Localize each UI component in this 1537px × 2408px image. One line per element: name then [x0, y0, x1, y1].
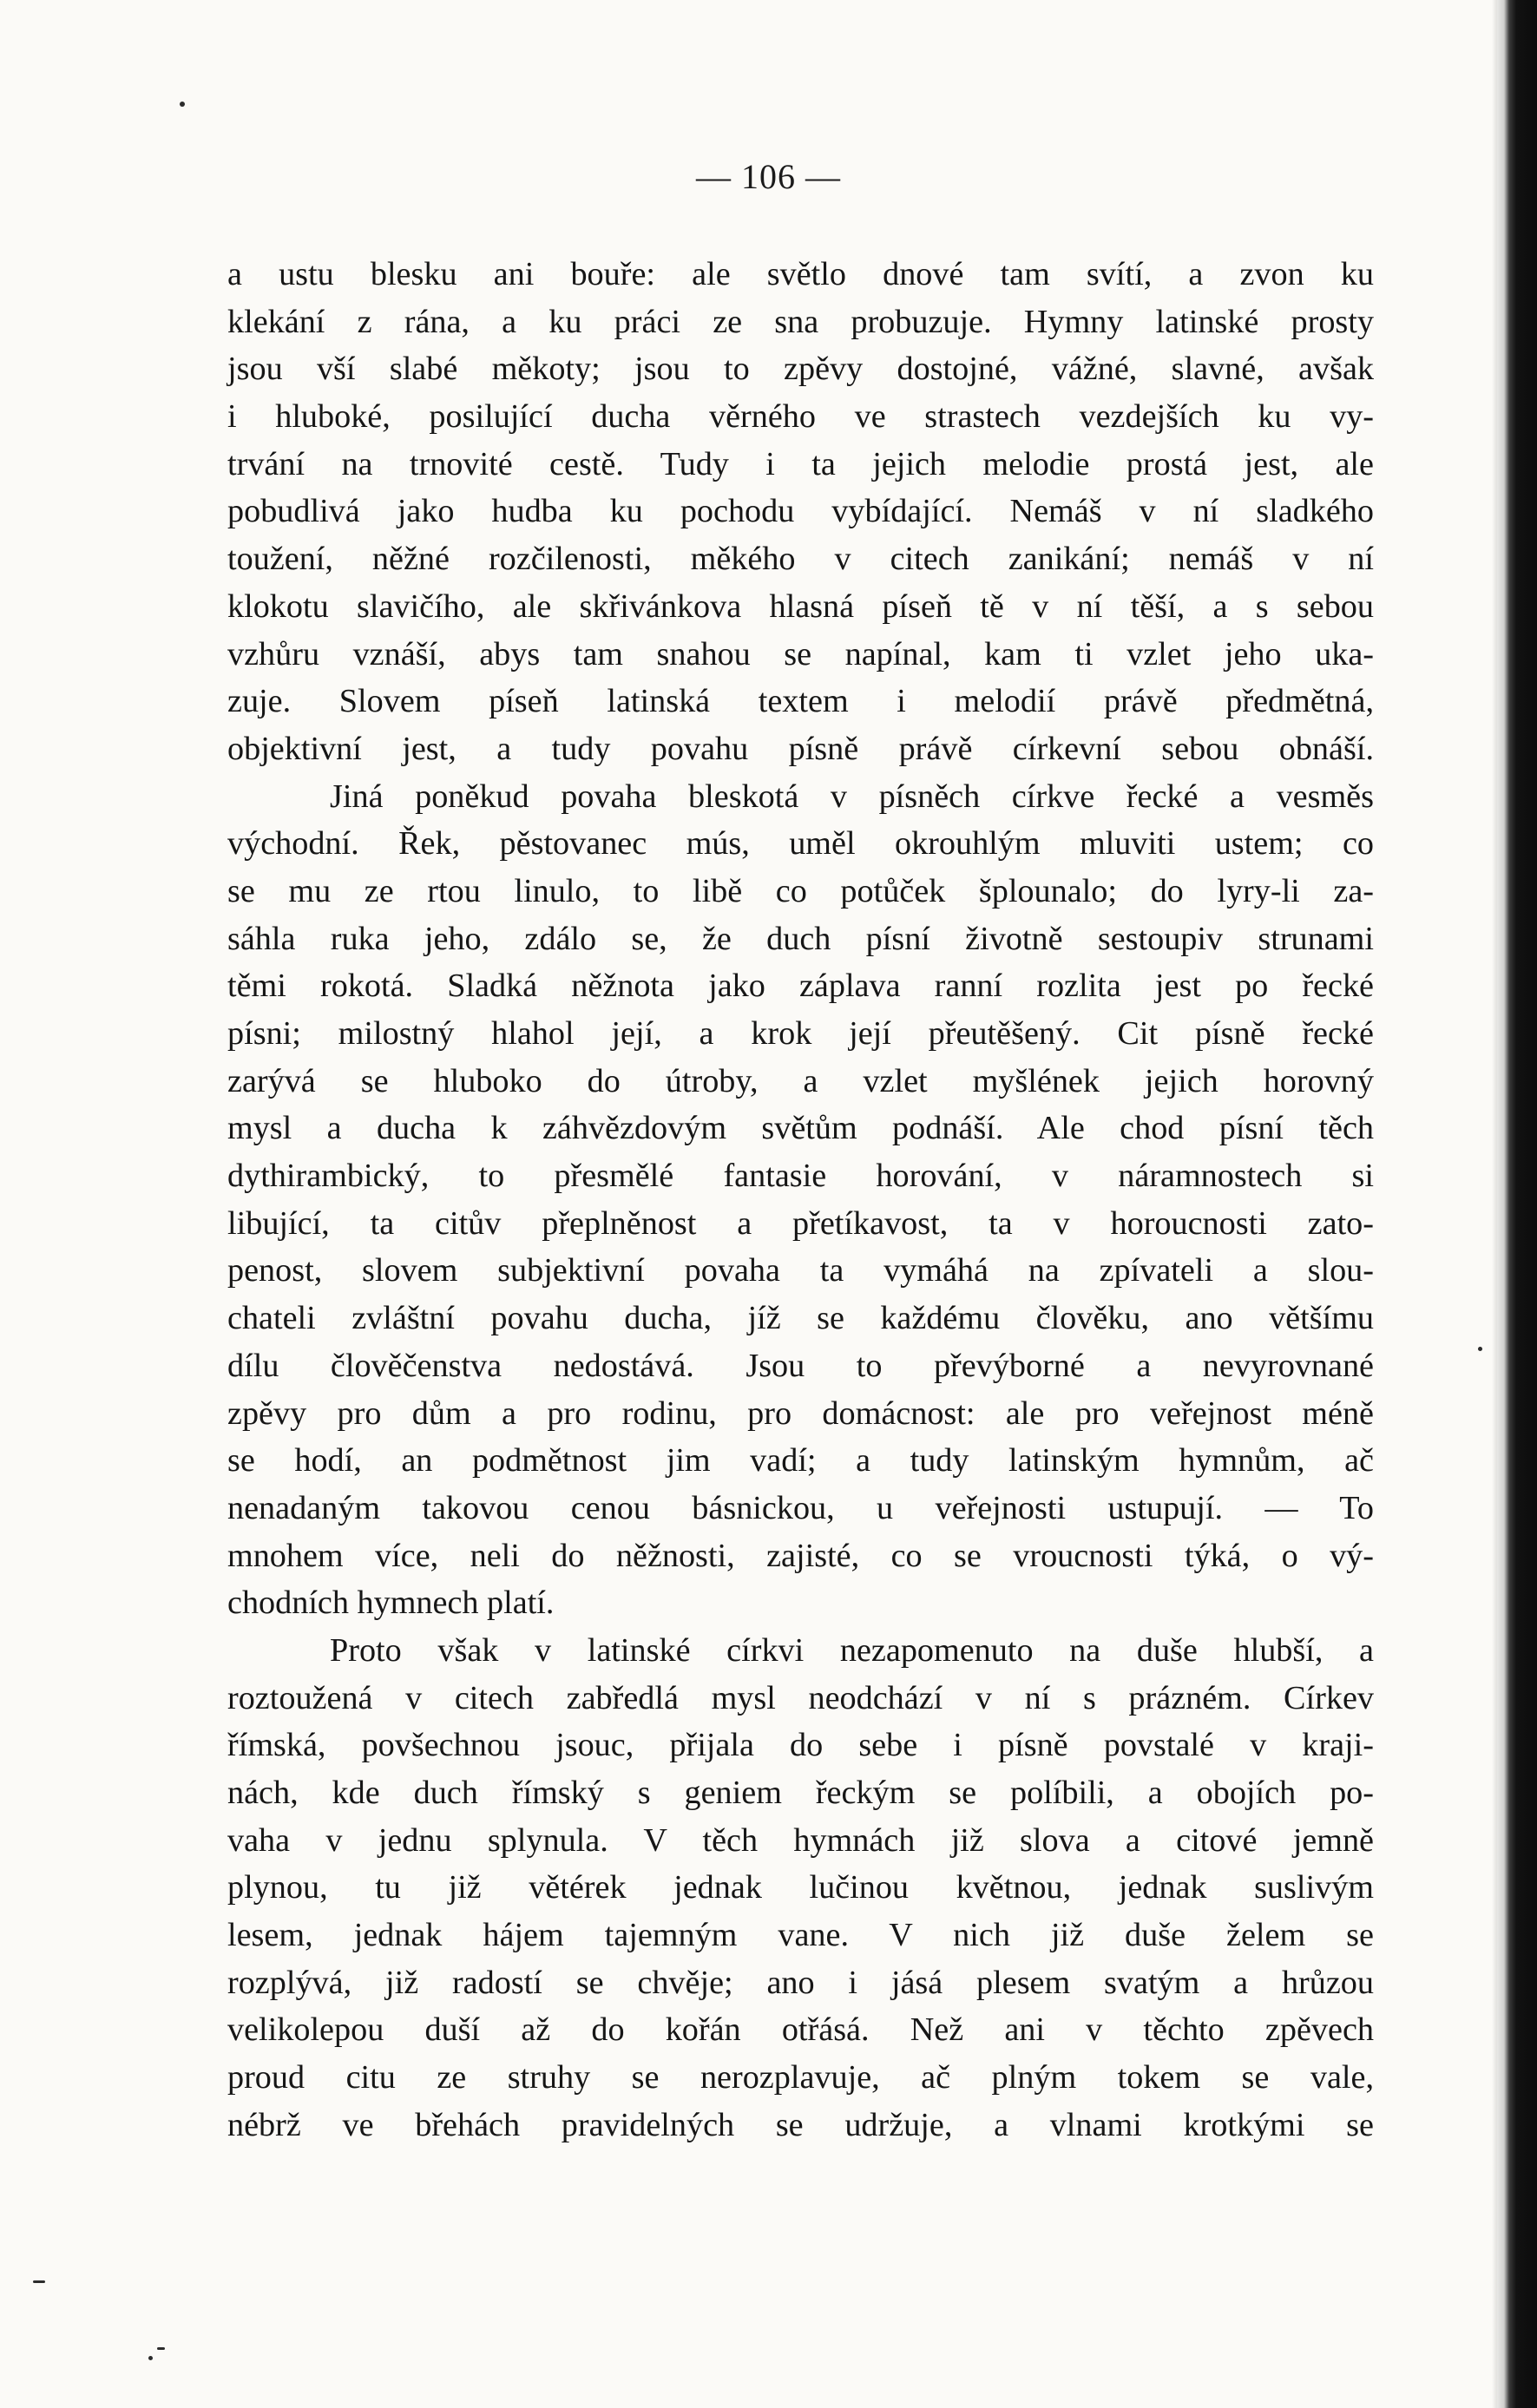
- text-line: Proto však v latinské církvi nezapomenuto na duše hlubší, a: [330, 1631, 1374, 1669]
- text-line: lesem, jednak hájem tajemným vane. V nich již duše želem se: [227, 1917, 1374, 1954]
- scan-speck: [1478, 1347, 1482, 1351]
- text-line: penost, slovem subjektivní povaha ta vymáhá na zpívateli a slou-: [227, 1252, 1374, 1289]
- text-line: Jiná poněkud povaha bleskotá v písněch církve řecké a vesměs: [330, 778, 1374, 815]
- text-line: písni; milostný hlahol její, a krok její přeutěšený. Cit písně řecké: [227, 1015, 1374, 1052]
- text-line: a ustu blesku ani bouře: ale světlo dnové tam svítí, a zvon ku: [227, 256, 1374, 292]
- text-line: zpěvy pro dům a pro rodinu, pro domácnost: ale pro veřejnost méně: [227, 1394, 1374, 1432]
- text-line: rozplývá, již radostí se chvěje; ano i jásá plesem svatým a hrůzou: [227, 1964, 1374, 2001]
- text-line: nébrž ve břehách pravidelných se udržuje, a vlnami krotkými se: [227, 2106, 1374, 2143]
- text-line: libující, ta citův přeplněnost a přetíkavost, ta v horoucnosti zato-: [227, 1204, 1374, 1242]
- text-line: chodních hymnech platí.: [227, 1585, 555, 1622]
- text-line: římská, povšechnou jsouc, přijala do sebe i písně povstalé v kraji-: [227, 1727, 1374, 1764]
- text-line: vaha v jednu splynula. V těch hymnách již slova a citové jemně: [227, 1821, 1374, 1859]
- text-line: vzhůru vznáší, abys tam snahou se napínal, kam ti vzlet jeho uka-: [227, 635, 1374, 673]
- text-line: jsou vší slabé měkoty; jsou to zpěvy dostojné, vážné, slavné, avšak: [227, 351, 1374, 388]
- scan-speck: [33, 2280, 45, 2283]
- text-line: mnohem více, neli do něžnosti, zajisté, co se vroucnosti týká, o vý-: [227, 1537, 1374, 1574]
- text-line: plynou, tu již větérek jednak lučinou květnou, jednak suslivým: [227, 1869, 1374, 1906]
- text-line: zarývá se hluboko do útroby, a vzlet myšlének jejich horovný: [227, 1062, 1374, 1099]
- text-line: klekání z rána, a ku práci ze sna probuzuje. Hymny latinské prosty: [227, 303, 1374, 340]
- text-line: klokotu slavičího, ale skřivánkova hlasná píseň tě v ní těší, a s sebou: [227, 587, 1374, 625]
- text-line: objektivní jest, a tudy povahu písně právě církevní sebou obnáší.: [227, 730, 1374, 767]
- body-text: [227, 251, 1374, 2149]
- text-line: trvání na trnovité cestě. Tudy i ta jejich melodie prostá jest, ale: [227, 445, 1374, 482]
- text-line: mysl a ducha k záhvězdovým světům podnáší. Ale chod písní těch: [227, 1110, 1374, 1147]
- text-line: proud citu ze struhy se nerozplavuje, ač plným tokem se vale,: [227, 2059, 1374, 2096]
- text-line: toužení, něžné rozčilenosti, měkého v citech zanikání; nemáš v ní: [227, 541, 1374, 578]
- text-line: velikolepou duší až do kořán otřásá. Než ani v těchto zpěvech: [227, 2011, 1374, 2049]
- text-line: nách, kde duch římský s geniem řeckým se políbili, a obojích po-: [227, 1775, 1374, 1811]
- text-line: se mu ze rtou linulo, to libě co potůček šplounalo; do lyry-li za-: [227, 872, 1374, 909]
- text-line: i hluboké, posilující ducha věrného ve strastech vezdejších ku vy-: [227, 398, 1374, 436]
- text-line: východní. Řek, pěstovanec mús, uměl okrouhlým mluviti ustem; co: [227, 825, 1374, 863]
- text-line: sáhla ruka jeho, zdálo se, že duch písní životně sestoupiv strunami: [227, 920, 1374, 957]
- text-line: se hodí, an podmětnost jim vadí; a tudy latinským hymnům, ač: [227, 1442, 1374, 1480]
- text-line: chateli zvláštní povahu ducha, jíž se každému člověku, ano většímu: [227, 1300, 1374, 1337]
- text-line: dythirambický, to přesmělé fantasie horování, v náramnostech si: [227, 1158, 1374, 1195]
- scan-speck: [148, 2356, 153, 2360]
- text-line: těmi rokotá. Sladká něžnota jako záplava ranní rozlita jest po řecké: [227, 968, 1374, 1005]
- text-line: nenadaným takovou cenou básnickou, u veřejnosti ustupují. — To: [227, 1489, 1374, 1526]
- text-line: dílu člověčenstva nedostává. Jsou to převýborné a nevyrovnané: [227, 1347, 1374, 1384]
- page-edge: [1497, 0, 1537, 2408]
- text-line: pobudlivá jako hudba ku pochodu vybídající. Nemáš v ní sladkého: [227, 493, 1374, 530]
- scan-speck: [180, 102, 185, 107]
- text-line: zuje. Slovem píseň latinská textem i melodií právě předmětná,: [227, 683, 1374, 720]
- text-line: roztoužená v citech zabředlá mysl neodchází v ní s prázném. Církev: [227, 1679, 1374, 1716]
- scan-speck: [157, 2347, 165, 2350]
- page-number: — 106 —: [696, 157, 841, 196]
